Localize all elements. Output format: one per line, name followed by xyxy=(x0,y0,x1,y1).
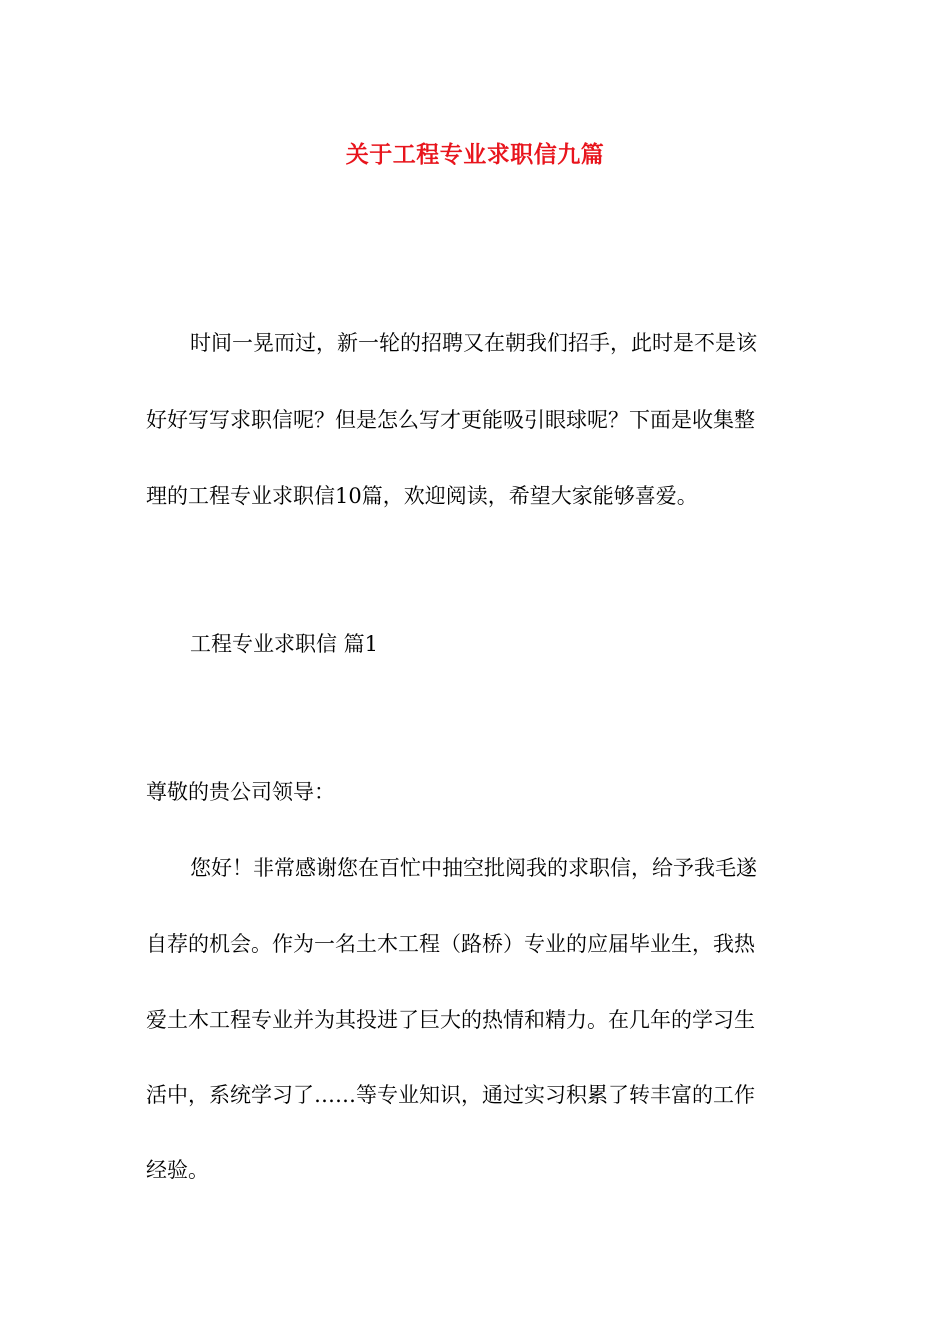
intro-line-3: 理的工程专业求职信10篇，欢迎阅读，希望大家能够喜爱。 xyxy=(146,484,698,508)
body-line-2: 自荐的机会。作为一名土木工程（路桥）专业的应届毕业生，我热 xyxy=(146,932,755,956)
body-line-5: 经验。 xyxy=(146,1158,209,1182)
body-line-4: 活中，系统学习了……等专业知识，通过实习积累了转丰富的工作 xyxy=(146,1083,755,1107)
intro-line-2: 好好写写求职信呢？但是怎么写才更能吸引眼球呢？下面是收集整 xyxy=(146,408,755,432)
body-line-3: 爱土木工程专业并为其投进了巨大的热情和精力。在几年的学习生 xyxy=(146,1008,755,1032)
salutation: 尊敬的贵公司领导： xyxy=(146,780,335,804)
document-title: 关于工程专业求职信九篇 xyxy=(345,141,605,168)
intro-line-1: 时间一晃而过，新一轮的招聘又在朝我们招手，此时是不是该 xyxy=(190,331,757,355)
section-heading: 工程专业求职信 篇1 xyxy=(190,632,379,656)
body-line-1: 您好！非常感谢您在百忙中抽空批阅我的求职信，给予我毛遂 xyxy=(190,856,757,880)
